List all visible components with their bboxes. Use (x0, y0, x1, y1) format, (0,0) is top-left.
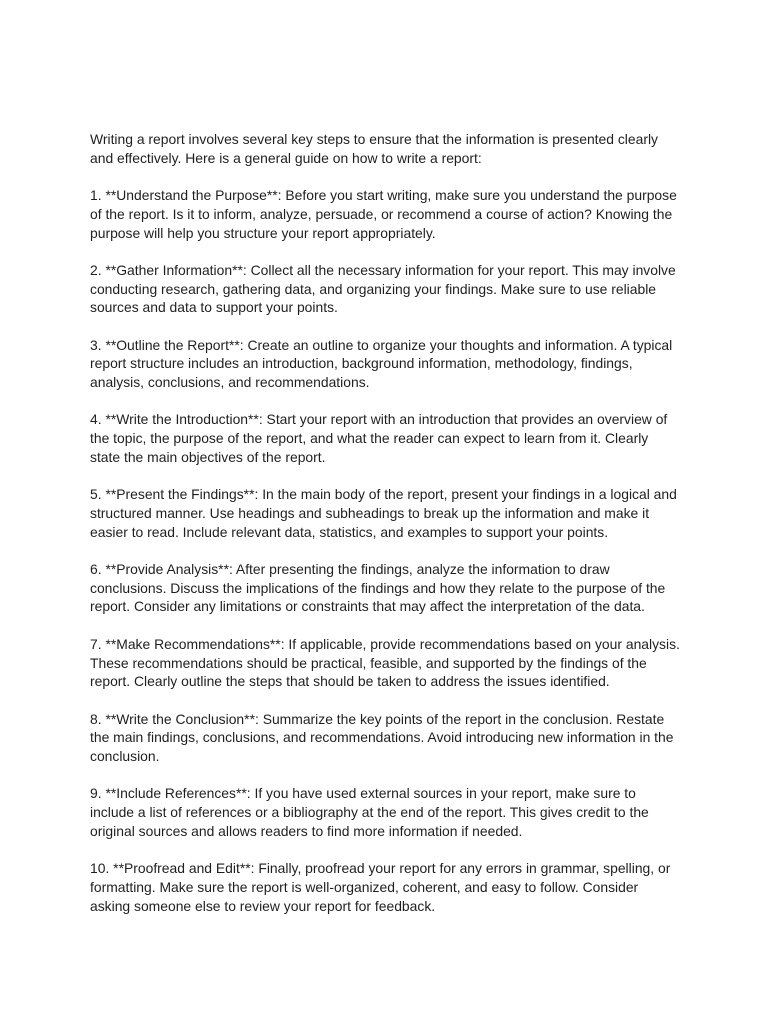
step-outline-report: 3. **Outline the Report**: Create an outline to organize your thoughts and information. A typical report structure includes an introduction, background information, methodology, findings, analysis, conclusions, and recommendations. (90, 336, 673, 391)
document-body (90, 130, 682, 915)
step-include-references: 9. **Include References**: If you have used external sources in your report, make sure to include a list of references or a bibliography at the end of the report. This gives credit to the original sources and allows readers to find more information if needed. (90, 785, 649, 839)
intro-paragraph: Writing a report involves several key steps to ensure that the information is presented clearly and effectively. Here is a general guide on how to write a report: (90, 131, 658, 166)
step-make-recommendations: 7. **Make Recommendations**: If applicable, provide recommendations based on your analysis. These recommendations should be practical, feasible, and supported by the findings of the report. Clearly outline the steps that should be taken to address the issues identified. (90, 635, 680, 690)
step-provide-analysis: 6. **Provide Analysis**: After presenting the findings, analyze the information to draw conclusions. Discuss the implications of the findings and how they relate to the purpose of the report. Consider any limitations or constraints that may affect the interpretation of the data. (90, 561, 666, 615)
step-understand-purpose: 1. **Understand the Purpose**: Before you start writing, make sure you understand the purpose of the report. Is it to inform, analyze, persuade, or recommend a course of action? Knowing the purpose will help you structure your report appropriately. (90, 187, 677, 241)
step-gather-information: 2. **Gather Information**: Collect all the necessary information for your report. This may involve conducting research, gathering data, and organizing your findings. Make sure to use reliable sources and data to support your points. (90, 261, 676, 316)
step-present-findings: 5. **Present the Findings**: In the main body of the report, present your findings in a logical and structured manner. Use headings and subheadings to break up the information and make it easier to read. Include relevant data, statistics, and examples to support your points. (90, 486, 677, 540)
step-proofread-edit: 10. **Proofread and Edit**: Finally, proofread your report for any errors in grammar, spelling, or formatting. Make sure the report is well-organized, coherent, and easy to follow. Consider asking someone else to review your report for feedback. (90, 860, 671, 914)
step-write-introduction: 4. **Write the Introduction**: Start your report with an introduction that provides an overview of the topic, the purpose of the report, and what the reader can expect to learn from it. Clearly state the main objectives of the report. (90, 411, 668, 465)
step-write-conclusion: 8. **Write the Conclusion**: Summarize the key points of the report in the conclusion. Restate the main findings, conclusions, and recommendations. Avoid introducing new information in the conclusion. (90, 710, 674, 765)
